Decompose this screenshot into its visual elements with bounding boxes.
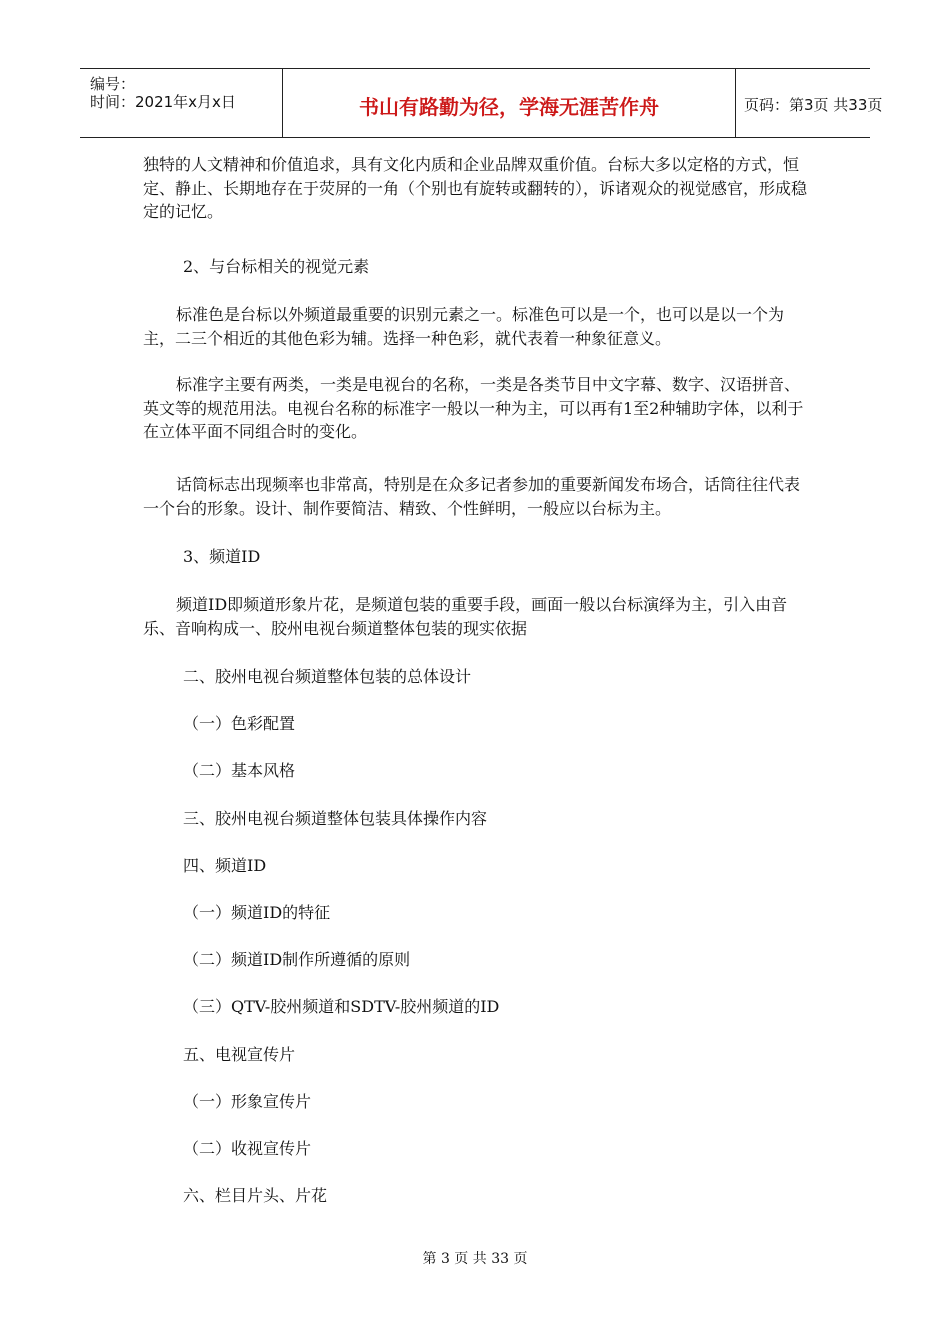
document-date: 时间：2021年x月x日 xyxy=(90,93,236,111)
header-motto-cell xyxy=(282,69,736,137)
paragraph-standard-color: 标准色是台标以外频道最重要的识别元素之一。标准色可以是一个，也可以是以一个为主，二三个相近的其他色彩为辅。选择一种色彩，就代表着一种象征意义。 xyxy=(143,305,785,348)
page-footer: 第 3 页 共 33 页 xyxy=(422,1251,528,1267)
header-meta-cell xyxy=(80,69,280,137)
heading-promo-films: 五、电视宣传片 xyxy=(183,1045,296,1064)
heading-qtv-sdtv-id: （三）QTV-胶州频道和SDTV-胶州频道的ID xyxy=(183,997,500,1016)
heading-basic-style: （二）基本风格 xyxy=(183,761,296,780)
document-number-label: 编号： xyxy=(90,75,136,93)
heading-id-principles: （二）频道ID制作所遵循的原则 xyxy=(183,950,411,969)
heading-ratings-promo: （二）收视宣传片 xyxy=(183,1139,312,1158)
section-heading-visual-elements: 2、与台标相关的视觉元素 xyxy=(183,257,370,276)
heading-overall-design: 二、胶州电视台频道整体包装的总体设计 xyxy=(183,667,472,686)
heading-program-openers: 六、栏目片头、片花 xyxy=(183,1186,328,1205)
heading-id-features: （一）频道ID的特征 xyxy=(183,903,331,922)
paragraph-channel-id: 频道ID即频道形象片花，是频道包装的重要手段，画面一般以台标演绎为主，引入由音乐、音响构成一、胶州电视台频道整体包装的现实依据 xyxy=(143,595,788,638)
document-header xyxy=(80,68,883,138)
paragraph-standard-font: 标准字主要有两类，一类是电视台的名称，一类是各类节目中文字幕、数字、汉语拼音、英文等的规范用法。电视台名称的标准字一般以一种为主，可以再有1至2种辅助字体，以利于在立体平面不同组合时的变化。 xyxy=(143,375,804,441)
heading-channel-id-section: 四、频道ID xyxy=(183,856,267,875)
paragraph-logo-description: 独特的人文精神和价值追求，具有文化内质和企业品牌双重价值。台标大多以定格的方式，恒定、静止、长期地存在于荧屏的一角（个别也有旋转或翻转的），诉诸观众的视觉感官，形成稳定的记忆。 xyxy=(143,155,808,221)
section-heading-channel-id: 3、频道ID xyxy=(183,547,261,566)
header-page-cell xyxy=(736,69,883,137)
heading-operation-content: 三、胶州电视台频道整体包装具体操作内容 xyxy=(183,809,488,828)
header-motto: 书山有路勤为径，学海无涯苦作舟 xyxy=(359,95,659,119)
paragraph-microphone-logo: 话筒标志出现频率也非常高，特别是在众多记者参加的重要新闻发布场合，话筒往往代表一个台的形象。设计、制作要简洁、精致、个性鲜明，一般应以台标为主。 xyxy=(143,475,801,518)
header-page-info: 页码：第3页 共33页 xyxy=(744,96,883,114)
heading-image-promo: （一）形象宣传片 xyxy=(183,1092,312,1111)
heading-color-config: （一）色彩配置 xyxy=(183,714,296,733)
